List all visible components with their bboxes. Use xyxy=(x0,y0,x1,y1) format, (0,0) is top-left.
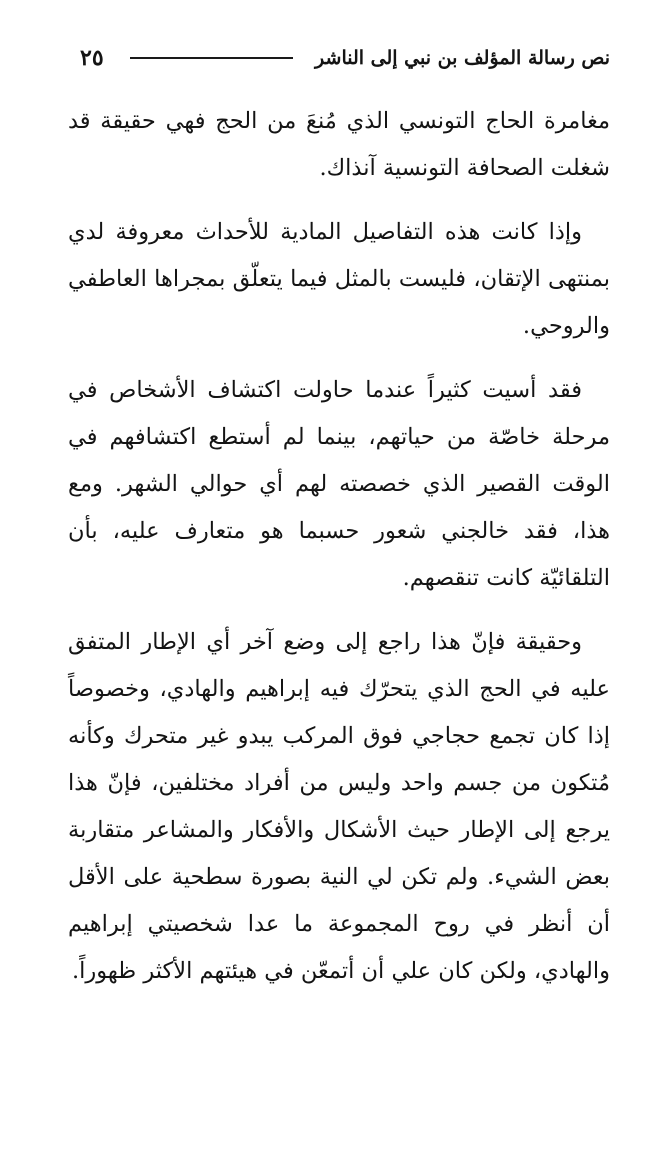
paragraph-2: وإذا كانت هذه التفاصيل المادية للأحداث معروفة لدي بمنتهى الإتقان، فليست بالمثل فيما يتعلّق بمجراها العاطفي والروحي. xyxy=(68,219,610,339)
running-header xyxy=(80,40,610,76)
page-number: ٢٥ xyxy=(80,45,104,71)
paragraph-1: مغامرة الحاج التونسي الذي مُنعَ من الحج فهي حقيقة قد شغلت الصحافة التونسية آنذاك. xyxy=(68,108,610,181)
paragraph-4: وحقيقة فإنّ هذا راجع إلى وضع آخر أي الإطار المتفق عليه في الحج الذي يتحرّك فيه إبراهيم والهادي، وخصوصاً إذا كان تجمع حجاجي فوق المركب يبدو غير متحرك وكأنه مُتكون من جسم واحد وليس من أفراد مختلفين، فإنّ هذا يرجع إلى الإطار حيث الأشكال والأفكار والمشاعر متقاربة بعض الشيء. ولم تكن لي النية بصورة سطحية على الأقل أن أنظر في روح المجموعة ما عدا شخصيتي إبراهيم والهادي، ولكن كان علي أن أتمعّن في هيئتهم الأكثر ظهوراً. xyxy=(68,629,610,984)
body-text xyxy=(68,98,610,1012)
running-title: نص رسالة المؤلف بن نبي إلى الناشر xyxy=(315,47,610,69)
header-rule xyxy=(130,57,293,59)
paragraph-3: فقد أسيت كثيراً عندما حاولت اكتشاف الأشخاص في مرحلة خاصّة من حياتهم، بينما لم أستطع اكتشافهم في الوقت القصير الذي خصصته لهم أي حوالي الشهر. ومع هذا، فقد خالجني شعور حسبما هو متعارف عليه، بأن التلقائيّة كانت تنقصهم. xyxy=(68,377,610,591)
